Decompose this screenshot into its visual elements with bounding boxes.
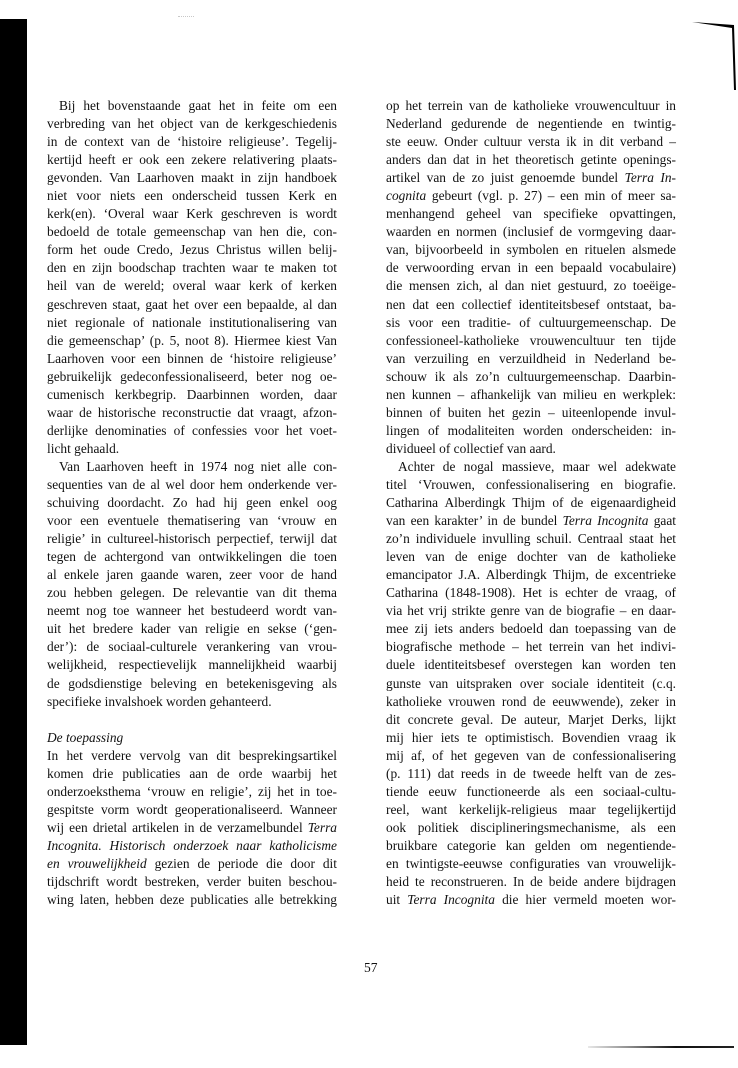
text-line: heil van de wereld; overal waar kerk of kerken [47, 278, 337, 294]
italic-title: cognita [386, 188, 427, 204]
text-line: zou hebben gelegen. De relevantie van dit thema [47, 585, 337, 601]
text-line: In het verdere vervolg van dit besprekingsartikel [47, 747, 337, 763]
text-line: duele identiteitsbesef overstegen kan worden ten [386, 657, 676, 673]
scan-edge-bar [0, 19, 27, 1045]
text-run: artikel van de zo juist genoemde bundel [386, 170, 625, 186]
text-line: sis voor een traditie- of cultuurgemeenschap. De [386, 314, 676, 330]
text-line [47, 837, 337, 855]
paragraph [47, 747, 337, 909]
text-line: die mensen zich, al dan niet gestuurd, zo toeëige- [386, 278, 676, 294]
text-line: emancipator J.A. Alberdingk Thijm, de excentrieke [386, 567, 676, 583]
page-number: 57 [364, 960, 378, 975]
text-line: tegen de achtergond van ontwikkelingen die toen [47, 549, 337, 565]
text-line [386, 169, 676, 187]
italic-title: Terra In- [624, 170, 676, 186]
text-line: leven van de enige dochter van de katholieke [386, 549, 676, 565]
italic-title: Incognita. Historisch onderzoek naar katholicisme [47, 837, 337, 853]
text-line: licht gehaald. [47, 440, 120, 456]
text-line: al enkele jaren gaande waren, zeer voor de hand [47, 567, 337, 583]
text-run: gaat [648, 513, 677, 529]
text-line: ook politiek disciplineringsmechanisme, als een [386, 819, 676, 835]
text-line: form het oude Credo, Jezus Christus willen belij- [47, 242, 337, 258]
text-line: neemt nog toe wanneer het bestudeerd wordt van- [47, 603, 337, 619]
text-run: van een karakter’ in de bundel [386, 513, 563, 529]
text-line: voor een eventuele thematisering van ‘vrouw en [47, 513, 337, 529]
text-line: der’): de sociaal-culturele verankering van vrou- [47, 639, 337, 655]
text-line: onderzoeksthema ‘vrouw en religie’, zij het in toe- [47, 783, 337, 799]
text-line: gevonden. Van Laarhoven maakt in zijn handboek [47, 170, 337, 186]
scan-artifact-dots [178, 16, 194, 18]
text-line [47, 819, 337, 837]
text-line: die gemeenschap’ (p. 5, noot 8). Hiermee kiest Van [47, 332, 337, 348]
paragraph [47, 458, 337, 711]
text-line: confessioneel-katholieke vrouwencultuur ten tijde [386, 332, 676, 348]
text-line: bedoeld de totale gemeenschap van hen die, con- [47, 224, 337, 240]
text-line: Bij het bovenstaande gaat het in feite om een [59, 98, 337, 113]
text-run: uit [386, 892, 408, 908]
text-line: nen dat een collectief identiteitsbesef ontstaat, ba- [386, 296, 676, 312]
paragraph [386, 458, 676, 909]
text-line: (p. 111) dat reeds in de tweede helft van de zes- [386, 765, 676, 781]
text-line: biografische methode – het terrein van het indivi- [386, 639, 676, 655]
text-line: welijkheid, respectievelijk mannelijkheid waarbij [47, 657, 337, 673]
text-line: Achter de nogal massieve, maar wel adekwate [398, 458, 676, 474]
section-heading [47, 729, 337, 747]
scan-bottom-rule [588, 1046, 734, 1048]
text-line: mij af, of het gegeven van de confessionalisering [386, 747, 676, 763]
text-line: schuiving doordacht. Zo had hij geen enkel oog [47, 495, 337, 511]
text-line: tiende eeuw functioneerde als een sociaal-cultu- [386, 783, 676, 799]
text-line: bruikbare categorie kan gelden om negentiende- [386, 837, 676, 853]
text-line: en twintigste-eeuwse configuraties van vrouwelijk- [386, 855, 676, 871]
paragraph [386, 97, 676, 458]
text-line: waarden en normen (inclusief de vormgeving daar- [386, 224, 676, 240]
text-line: geschreven staat, gaat het over een bepaalde, al dan [47, 296, 337, 312]
text-line: mij hier iets te optimistisch. Bovendien vraag ik [386, 729, 676, 745]
text-line: gunste van uitspraken over sociale identiteit (c.q. [386, 675, 676, 691]
text-line: nen kunnen – afhankelijk van milieu en werkplek: [386, 386, 676, 402]
text-line: wing laten, hebben deze publicaties alle betrekking [47, 892, 337, 908]
text-line: de godsdienstige beleving en betekenisgeving als [47, 675, 337, 691]
text-line: ste eeuw. Onder cultuur versta ik in dit verband – [386, 134, 676, 150]
right-column [386, 97, 676, 909]
text-line: via het vrij strikte genre van de biografie – en daar- [386, 603, 676, 619]
text-line: anders dan dat in het theoretisch getinte openings- [386, 152, 676, 168]
text-line: kerk(en). ‘Overal waar Kerk geschreven is wordt [47, 206, 337, 222]
text-line [386, 891, 676, 909]
text-line: waar de historische reconstructie dat vraagt, afzon- [47, 404, 337, 420]
text-line: niet regionale of nationale institutionalisering van [47, 314, 337, 330]
text-line: dit concrete geval. De auteur, Marjet Derks, lijkt [386, 711, 676, 727]
text-line: specifieke invalshoek worden gehanteerd. [47, 693, 272, 709]
text-run: wij een drietal artikelen in de verzamelbundel [47, 819, 308, 835]
text-line: zo’n individuele invulling schuil. Centraal staat het [386, 531, 676, 547]
text-line: titel ‘Vrouwen, confessionalisering en biografie. [386, 476, 676, 492]
text-line [386, 512, 676, 530]
text-line: religie’ in cultureel-historisch perpectief, terwijl dat [47, 531, 337, 547]
italic-title: Terra Incognita [562, 513, 649, 529]
text-line: op het terrein van de katholieke vrouwencultuur in [386, 98, 676, 113]
text-line: den en zijn boodschap trachten waar te maken tot [47, 260, 337, 276]
text-line: cumenisch kerkbegrip. Daarbinnen worden, daar [47, 386, 337, 402]
text-line: de verwoording ervan in een bepaald vocabulaire) [386, 260, 676, 276]
section-heading-text: De toepassing [47, 729, 124, 745]
text-line: gespitste vorm wordt geoperationaliseerd. Wanneer [47, 801, 337, 817]
text-line: gebruikelijk gedeconfessionaliseerd, beter nog oe- [47, 368, 337, 384]
text-run: die hier vermeld moeten wor- [494, 892, 677, 908]
text-line: binnen of buiten het gezin – uiteenlopende invul- [386, 404, 676, 420]
text-line: Catharina Alberdingk Thijm of de eigenaardigheid [386, 495, 676, 511]
text-run: gebeurt (vgl. p. 27) – een min of meer sa- [426, 188, 676, 204]
crop-corner-mark [688, 20, 738, 90]
text-line: derlijke denominaties of confessies voor het voet- [47, 422, 337, 438]
italic-title: Terra Incognita [407, 892, 495, 908]
text-line: reel, want kerkelijk-religieus maar tegelijkertijd [386, 801, 676, 817]
left-column [47, 97, 337, 909]
text-run: gezien de periode die door dit [146, 855, 337, 871]
text-line: uit het bredere kader van religie en sekse (‘gen- [47, 621, 337, 637]
text-line: heid te reconstrueren. In de beide andere bijdragen [386, 874, 676, 890]
text-line: Laarhoven voor een binnen de ‘histoire religieuse’ [47, 350, 337, 366]
text-line: in de context van de ‘histoire religieuse’. Tegelij- [47, 134, 337, 150]
text-line [386, 187, 676, 205]
text-line: menhangend geheel van specifieke opvattingen, [386, 206, 676, 222]
text-line: lingen of modaliteiten worden onderscheiden: in- [386, 422, 676, 438]
text-line: kertijd heeft er ook een zekere relativering plaats- [47, 152, 337, 168]
text-line: van verzuiling en verzuildheid in Nederland be- [386, 350, 676, 366]
text-line: niet voor niets een onderscheid tussen Kerk en [47, 188, 337, 204]
text-line: Nederland gedurende de negentiende en twintig- [386, 116, 676, 132]
text-line: tijdschrift wordt bestreken, verder buiten beschou- [47, 873, 337, 889]
italic-title: Terra [307, 819, 337, 835]
text-line: komen drie publicaties aan de orde waarbij het [47, 765, 337, 781]
text-line: sequenties van de al wel door hem onderkende ver- [47, 476, 337, 492]
text-line: dividueel of collectief van aard. [386, 440, 556, 456]
text-line: schouw ik als zo’n cultuurgemeenschap. Daarbin- [386, 368, 676, 384]
text-line: van, bijvoorbeeld in symbolen en rituelen alsmede [386, 242, 676, 258]
text-line: Van Laarhoven heeft in 1974 nog niet alle con- [59, 458, 337, 474]
italic-title: en vrouwelijkheid [47, 855, 147, 871]
text-line [47, 855, 337, 873]
text-line: mee zij iets anders bedoeld dan toepassing van de [386, 621, 676, 637]
text-line: katholieke vrouwen rond de eeuwwende), zeker in [386, 693, 676, 709]
paragraph [47, 97, 337, 458]
text-line: Catharina (1848-1908). Het is echter de vraag, of [386, 585, 676, 601]
text-line: verbreding van het object van de kerkgeschiedenis [47, 116, 337, 132]
